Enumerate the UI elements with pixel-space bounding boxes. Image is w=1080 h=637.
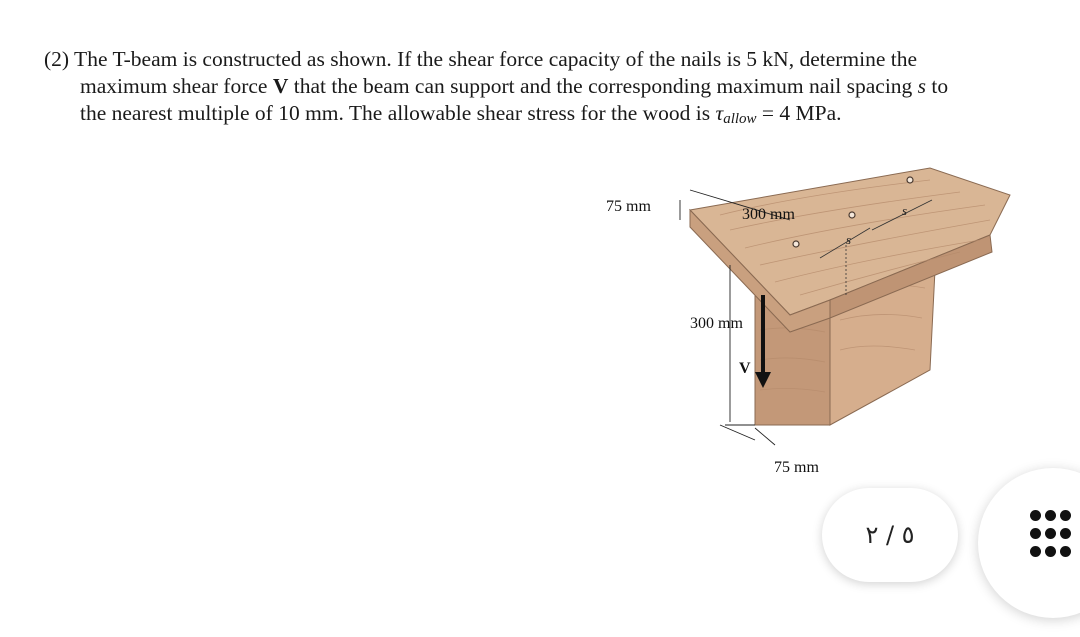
flange-width-label: 300 mm: [742, 206, 795, 223]
problem-line-1: (2) The T-beam is constructed as shown. If the shear force capacity of the nails is 5 kN, determine the: [44, 47, 918, 71]
shear-force-symbol: V: [272, 74, 289, 98]
tau-allow: $\tau_{allow}$: [715, 101, 757, 127]
shear-force-label: V: [739, 360, 751, 377]
problem-line-2: maximum shear force V that the beam can support and the corresponding maximum nail spacing s to: [80, 74, 949, 98]
nail-2: [849, 212, 855, 218]
flange-thickness-label: 75 mm: [606, 198, 651, 215]
web-height-label: 300 mm: [690, 315, 743, 332]
problem-line-3: the nearest multiple of 10 mm. The allowable shear stress for the wood is $\tau_{allow} = 4$ MPa.: [80, 101, 842, 127]
spacing-label-1: s: [846, 232, 852, 247]
page-indicator[interactable]: ٥ / ٢: [822, 488, 958, 582]
spacing-symbol: s: [917, 74, 927, 98]
problem-statement: [44, 46, 1044, 133]
grid-menu-icon[interactable]: [1030, 510, 1074, 560]
nail-3: [907, 177, 913, 183]
t-beam-illustration: [600, 160, 1030, 490]
web-width-label: 75 mm: [774, 459, 819, 476]
t-beam-figure: [600, 160, 1030, 490]
nail-1: [793, 241, 799, 247]
spacing-label-2: s: [902, 203, 908, 218]
